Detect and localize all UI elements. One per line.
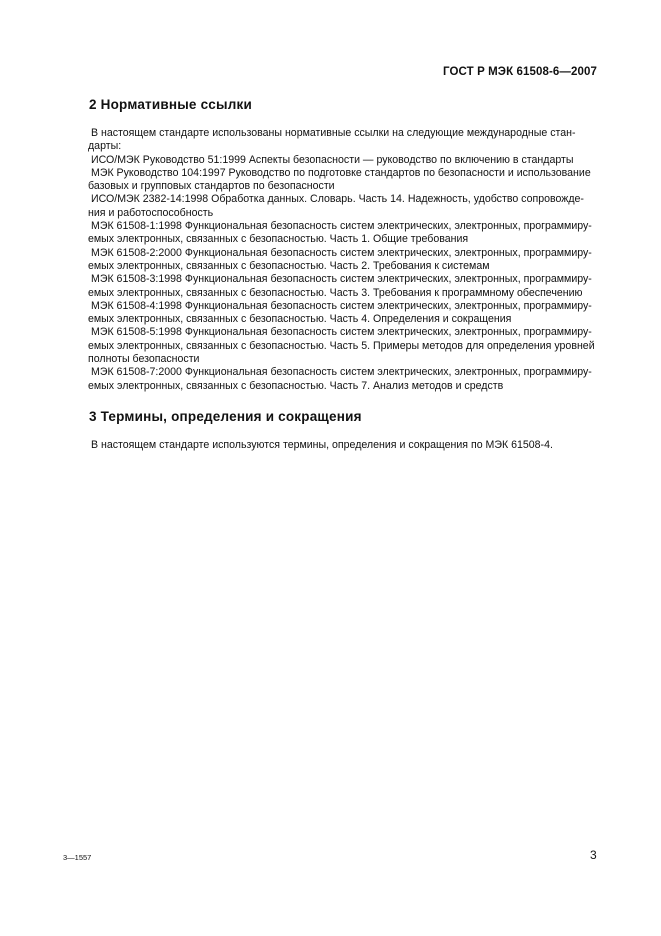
reference-line: полноты безопасности	[88, 353, 200, 366]
reference-line: ИСО/МЭК 2382-14:1998 Обработка данных. Словарь. Часть 14. Надежность, удобство сопровожде-	[91, 193, 584, 206]
reference-line: МЭК 61508-4:1998 Функциональная безопасность систем электрических, электронных, программиру-	[91, 299, 592, 312]
section-3-line: В настоящем стандарте используются термины, определения и сокращения по МЭК 61508-4.	[91, 438, 553, 451]
reference-line: МЭК 61508-7:2000 Функциональная безопасность систем электрических, электронных, программиру-	[91, 366, 592, 379]
reference-line: емых электронных, связанных с безопасностью. Часть 2. Требования к системам	[88, 259, 490, 272]
reference-item	[89, 247, 597, 274]
section-3-title: 3 Термины, определения и сокращения	[89, 408, 362, 424]
reference-line: емых электронных, связанных с безопасностью. Часть 5. Примеры методов для определения уровней	[88, 339, 595, 352]
reference-line: МЭК Руководство 104:1997 Руководство по подготовке стандартов по безопасности и использование	[91, 166, 591, 179]
intro-line-2: дарты:	[88, 140, 122, 153]
document-designation: ГОСТ Р МЭК 61508-6—2007	[443, 66, 597, 78]
reference-item	[89, 300, 597, 327]
reference-line: ния и работоспособность	[88, 206, 214, 219]
reference-item	[89, 193, 597, 220]
reference-item	[89, 154, 597, 167]
page-number: 3	[590, 848, 597, 862]
reference-line: МЭК 61508-1:1998 Функциональная безопасность систем электрических, электронных, программиру-	[91, 220, 592, 233]
reference-line: базовых и групповых стандартов по безопасности	[88, 180, 335, 193]
reference-item	[89, 167, 597, 194]
reference-item	[89, 366, 597, 393]
reference-line: емых электронных, связанных с безопасностью. Часть 1. Общие требования	[88, 233, 469, 246]
section-2-intro	[89, 127, 597, 154]
reference-line: емых электронных, связанных с безопасностью. Часть 4. Определения и сокращения	[88, 313, 512, 326]
section-2-title: 2 Нормативные ссылки	[89, 97, 252, 112]
reference-line: МЭК 61508-2:2000 Функциональная безопасность систем электрических, электронных, программиру-	[91, 246, 592, 259]
reference-line: МЭК 61508-3:1998 Функциональная безопасность систем электрических, электронных, программиру-	[91, 273, 592, 286]
reference-line: емых электронных, связанных с безопасностью. Часть 7. Анализ методов и средств	[88, 379, 504, 392]
reference-line: ИСО/МЭК Руководство 51:1999 Аспекты безопасности — руководство по включению в стандарты	[91, 153, 574, 166]
section-3-text	[89, 439, 597, 452]
page-content	[89, 97, 597, 452]
reference-item	[89, 326, 597, 366]
reference-line: МЭК 61508-5:1998 Функциональная безопасность систем электрических, электронных, программиру-	[91, 326, 592, 339]
print-code: 3—1557	[63, 853, 92, 862]
reference-line: емых электронных, связанных с безопасностью. Часть 3. Требования к программному обеспечению	[88, 286, 583, 299]
intro-line-1: В настоящем стандарте использованы нормативные ссылки на следующие международные стан-	[91, 127, 576, 139]
reference-item	[89, 220, 597, 247]
reference-item	[89, 273, 597, 300]
